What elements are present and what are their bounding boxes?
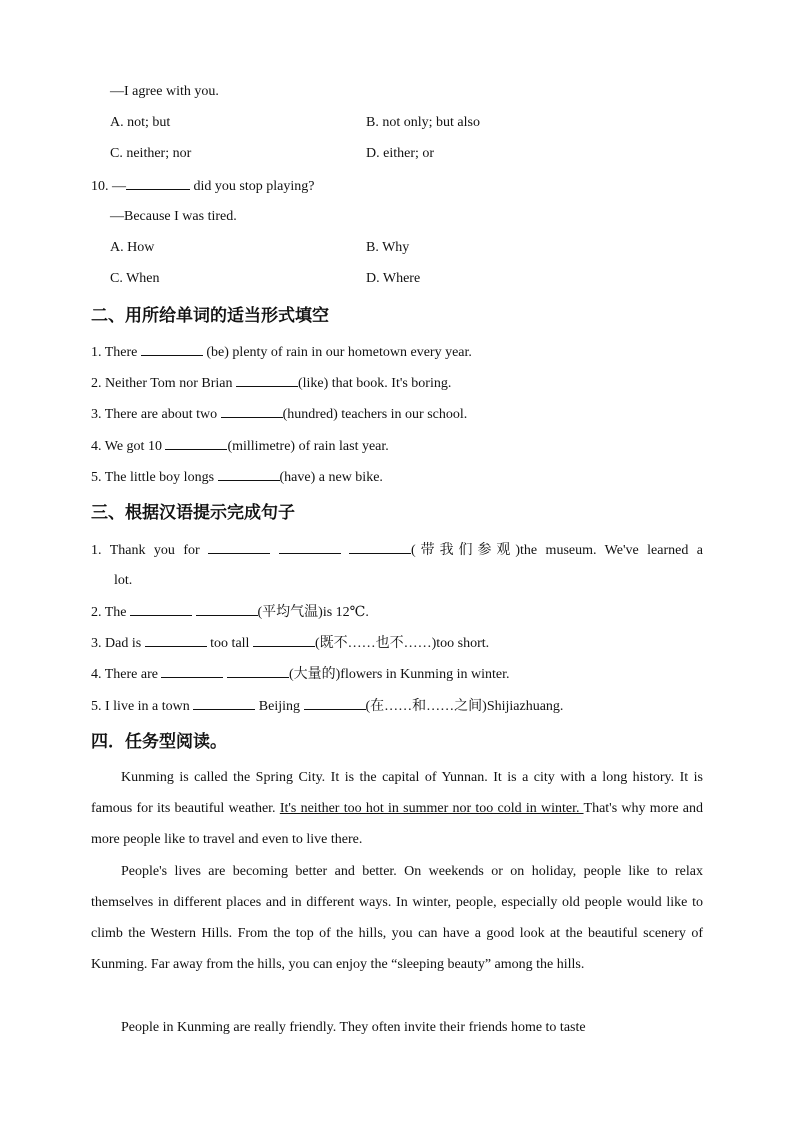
section4-heading: 四．任务型阅读。	[91, 732, 227, 752]
answer-blank	[196, 603, 258, 616]
section3-item-2	[91, 603, 369, 622]
item-text: (带我们参观)the museum. We've learned a	[411, 543, 704, 558]
answer-blank	[304, 697, 366, 710]
section2-item-3	[91, 405, 467, 424]
answer-blank	[165, 437, 227, 450]
section3-heading: 三、根据汉语提示完成句子	[91, 503, 295, 523]
item-text: (大量的)flowers in Kunming in winter.	[288, 667, 510, 682]
answer-blank	[279, 541, 341, 554]
reading-paragraph-1	[91, 762, 703, 855]
q10-question	[91, 177, 314, 196]
q9-option-a: A. not; but	[110, 115, 171, 130]
section3-item-4	[91, 665, 509, 684]
paragraph-text: People in Kunming are really friendly. They often invite their friends home to taste	[121, 1020, 586, 1035]
answer-blank	[130, 603, 192, 616]
q9-option-d: D. either; or	[366, 146, 435, 161]
item-text: 1. There	[91, 345, 141, 360]
q9-response: —I agree with you.	[110, 84, 219, 99]
item-text: 2. The	[91, 605, 131, 620]
item-text: 4. We got 10	[91, 439, 166, 454]
section3-item-5	[91, 697, 563, 716]
item-text: (hundred) teachers in our school.	[282, 407, 468, 422]
answer-blank	[161, 665, 223, 678]
q10-option-d: D. Where	[366, 271, 421, 286]
q10-text: did you stop playing?	[190, 179, 315, 194]
q10-option-b: B. Why	[366, 240, 410, 255]
section3-item-1	[91, 541, 703, 560]
section3-item-3	[91, 634, 489, 653]
answer-blank	[236, 374, 298, 387]
item-text: (like) that book. It's boring.	[297, 376, 452, 391]
answer-blank	[208, 541, 270, 554]
section2-item-5	[91, 468, 383, 487]
paragraph-text: Kunming is called the Spring City. It is the capital of Yunnan. It is a city with a long history. It is famous for its beautiful weather.	[91, 770, 703, 816]
answer-blank	[253, 634, 315, 647]
answer-blank	[227, 665, 289, 678]
q10-number: 10. —	[91, 179, 126, 194]
section2-item-4	[91, 437, 389, 456]
reading-paragraph-2	[91, 856, 703, 980]
section2-item-1	[91, 343, 472, 362]
q10-option-a: A. How	[110, 240, 155, 255]
item-text: 3. Dad is	[91, 636, 145, 651]
underlined-sentence: It's neither too hot in summer nor too cold in winter.	[279, 801, 584, 816]
answer-blank	[145, 634, 207, 647]
paragraph-text: That's why more and more people like to travel and even to live there.	[91, 801, 703, 847]
q10-option-c: C. When	[110, 271, 160, 286]
answer-blank	[349, 541, 411, 554]
reading-paragraph-3	[91, 1012, 703, 1043]
section2-item-2	[91, 374, 451, 393]
item-text: 3. There are about two	[91, 407, 221, 422]
item-text: 5. I live in a town	[91, 699, 194, 714]
item-text: Beijing	[255, 699, 304, 714]
item-text: (平均气温)is 12℃.	[257, 605, 369, 620]
item-text: 5. The little boy longs	[91, 470, 218, 485]
answer-blank	[193, 697, 255, 710]
item-text: 2. Neither Tom nor Brian	[91, 376, 236, 391]
item-text: (millimetre) of rain last year.	[227, 439, 389, 454]
answer-blank	[126, 177, 190, 190]
item-text: (既不……也不……)too short.	[314, 636, 490, 651]
item-text: 4. There are	[91, 667, 162, 682]
item-text: (be) plenty of rain in our hometown every year.	[202, 345, 472, 360]
paragraph-text: People's lives are becoming better and better. On weekends or on holiday, people like to relax themselves in different places and in different ways. In winter, people, especially old people would like to climb the Western Hills. From the top of the hills, you can have a good look at the beautiful scenery of Kunming. Far away from the hills, you can enjoy the “sleeping beauty” among the hills.	[91, 864, 703, 972]
item-text: (在……和……之间)Shijiazhuang.	[365, 699, 564, 714]
item-text: 1. Thank you for	[91, 543, 200, 558]
q9-option-c: C. neither; nor	[110, 146, 192, 161]
item-text: too tall	[206, 636, 253, 651]
q10-response: —Because I was tired.	[110, 209, 237, 224]
answer-blank	[221, 405, 283, 418]
answer-blank	[218, 468, 280, 481]
q9-option-b: B. not only; but also	[366, 115, 480, 130]
section3-item-1-cont: lot.	[114, 573, 133, 588]
answer-blank	[141, 343, 203, 356]
section2-heading: 二、用所给单词的适当形式填空	[91, 306, 329, 326]
item-text: (have) a new bike.	[279, 470, 383, 485]
